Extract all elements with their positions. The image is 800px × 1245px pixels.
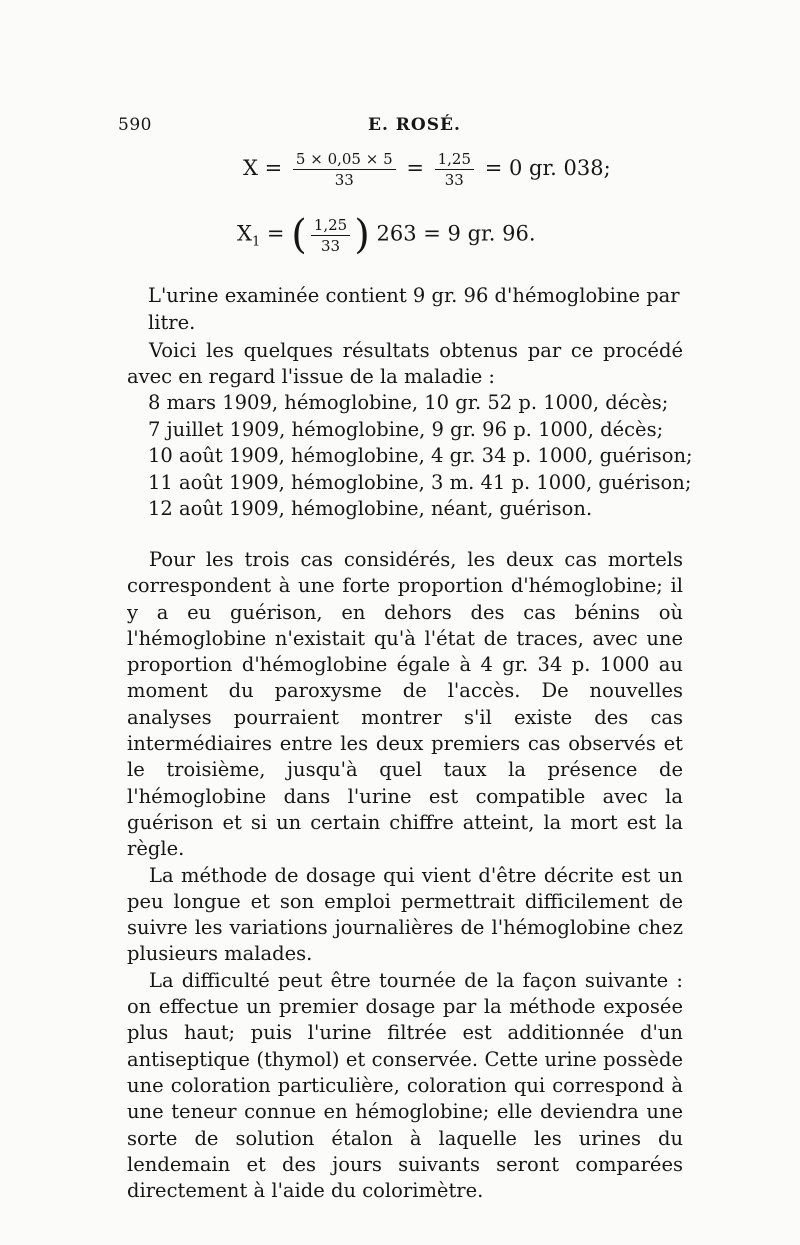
formula-x1 [237, 212, 536, 258]
list-item: 8 mars 1909, hémoglobine, 10 gr. 52 p. 1000, décès; [148, 391, 669, 414]
page-number: 590 [118, 115, 152, 135]
formula-x-result: = 0 gr. 038; [484, 156, 611, 180]
fraction-numerator: 1,25 [311, 216, 350, 236]
formula-x-equals: = [406, 156, 424, 180]
formula-x1-rest: 263 = 9 gr. 96. [376, 221, 536, 246]
formula-x-lhs: X = [243, 156, 283, 180]
paragraph-cases: Pour les trois cas considérés, les deux cas mortels correspondent à une forte proportion d'hémoglobine; il y a eu guérison, en dehors des cas bénins où l'hémoglobine n'existait qu'à l'état de traces, avec une proportion d'hémoglobine égale à 4 gr. 34 p. 1000 au moment du paroxysme de l'accès. De nouvelles analyses pourraient montrer s'il existe des cas intermédiaires entre les deux premiers cas observés et le troisième, jusqu'à quel taux la présence de l'hémoglobine dans l'urine est compatible avec la guérison et si un certain chiffre atteint, la mort est la règle. [127, 548, 683, 861]
fraction-numerator: 5 × 0,05 × 5 [293, 150, 396, 170]
right-paren: ) [354, 212, 370, 258]
intro-paragraph [127, 338, 683, 391]
left-paren: ( [291, 212, 307, 258]
page-header [118, 115, 698, 139]
formula-x [243, 150, 611, 189]
formula-x1-subscript: 1 [251, 234, 261, 250]
paragraph-difficulty: La difficulté peut être tournée de la façon suivante : on effectue un premier dosage par la méthode exposée plus haut; puis l'urine filtrée est additionnée d'un antiseptique (thymol) et conservée. Cette urine possède une coloration particulière, coloration qui correspond à une teneur connue en hémoglobine; elle deviendra une sorte de solution étalon à laquelle les urines du lendemain et des jours suivants seront comparées directement à l'aide du colorimètre. [127, 968, 683, 1203]
formula-x1-equals: = [266, 221, 285, 246]
formula-x-fraction-2 [435, 150, 474, 189]
formula-x1-fraction [311, 216, 350, 255]
fraction-denominator: 33 [334, 171, 354, 189]
formula-x1-lhs: X [237, 221, 252, 246]
formula-x-fraction-1 [293, 150, 396, 189]
fraction-denominator: 33 [444, 171, 464, 189]
list-item: 12 août 1909, hémoglobine, néant, guérison. [148, 497, 593, 520]
fraction-denominator: 33 [320, 236, 341, 255]
list-item: 7 juillet 1909, hémoglobine, 9 gr. 96 p. 1000, décès; [148, 417, 664, 441]
discussion [127, 547, 683, 1204]
list-item: 11 août 1909, hémoglobine, 3 m. 41 p. 1000, guérison; [148, 470, 692, 494]
fraction-numerator: 1,25 [435, 150, 474, 170]
intro-text: Voici les quelques résultats obtenus par ce procédé avec en regard l'issue de la maladie : [127, 339, 683, 389]
running-head: E. ROSÉ. [368, 115, 461, 135]
paragraph-method: La méthode de dosage qui vient d'être décrite est un peu longue et son emploi permettrait difficilement de suivre les variations journalières de l'hémoglobine chez plusieurs malades. [127, 863, 683, 966]
results-list [148, 390, 693, 523]
result-sentence: L'urine examinée contient 9 gr. 96 d'hémoglobine par litre. [148, 284, 680, 334]
list-item: 10 août 1909, hémoglobine, 4 gr. 34 p. 1000, guérison; [148, 444, 693, 467]
